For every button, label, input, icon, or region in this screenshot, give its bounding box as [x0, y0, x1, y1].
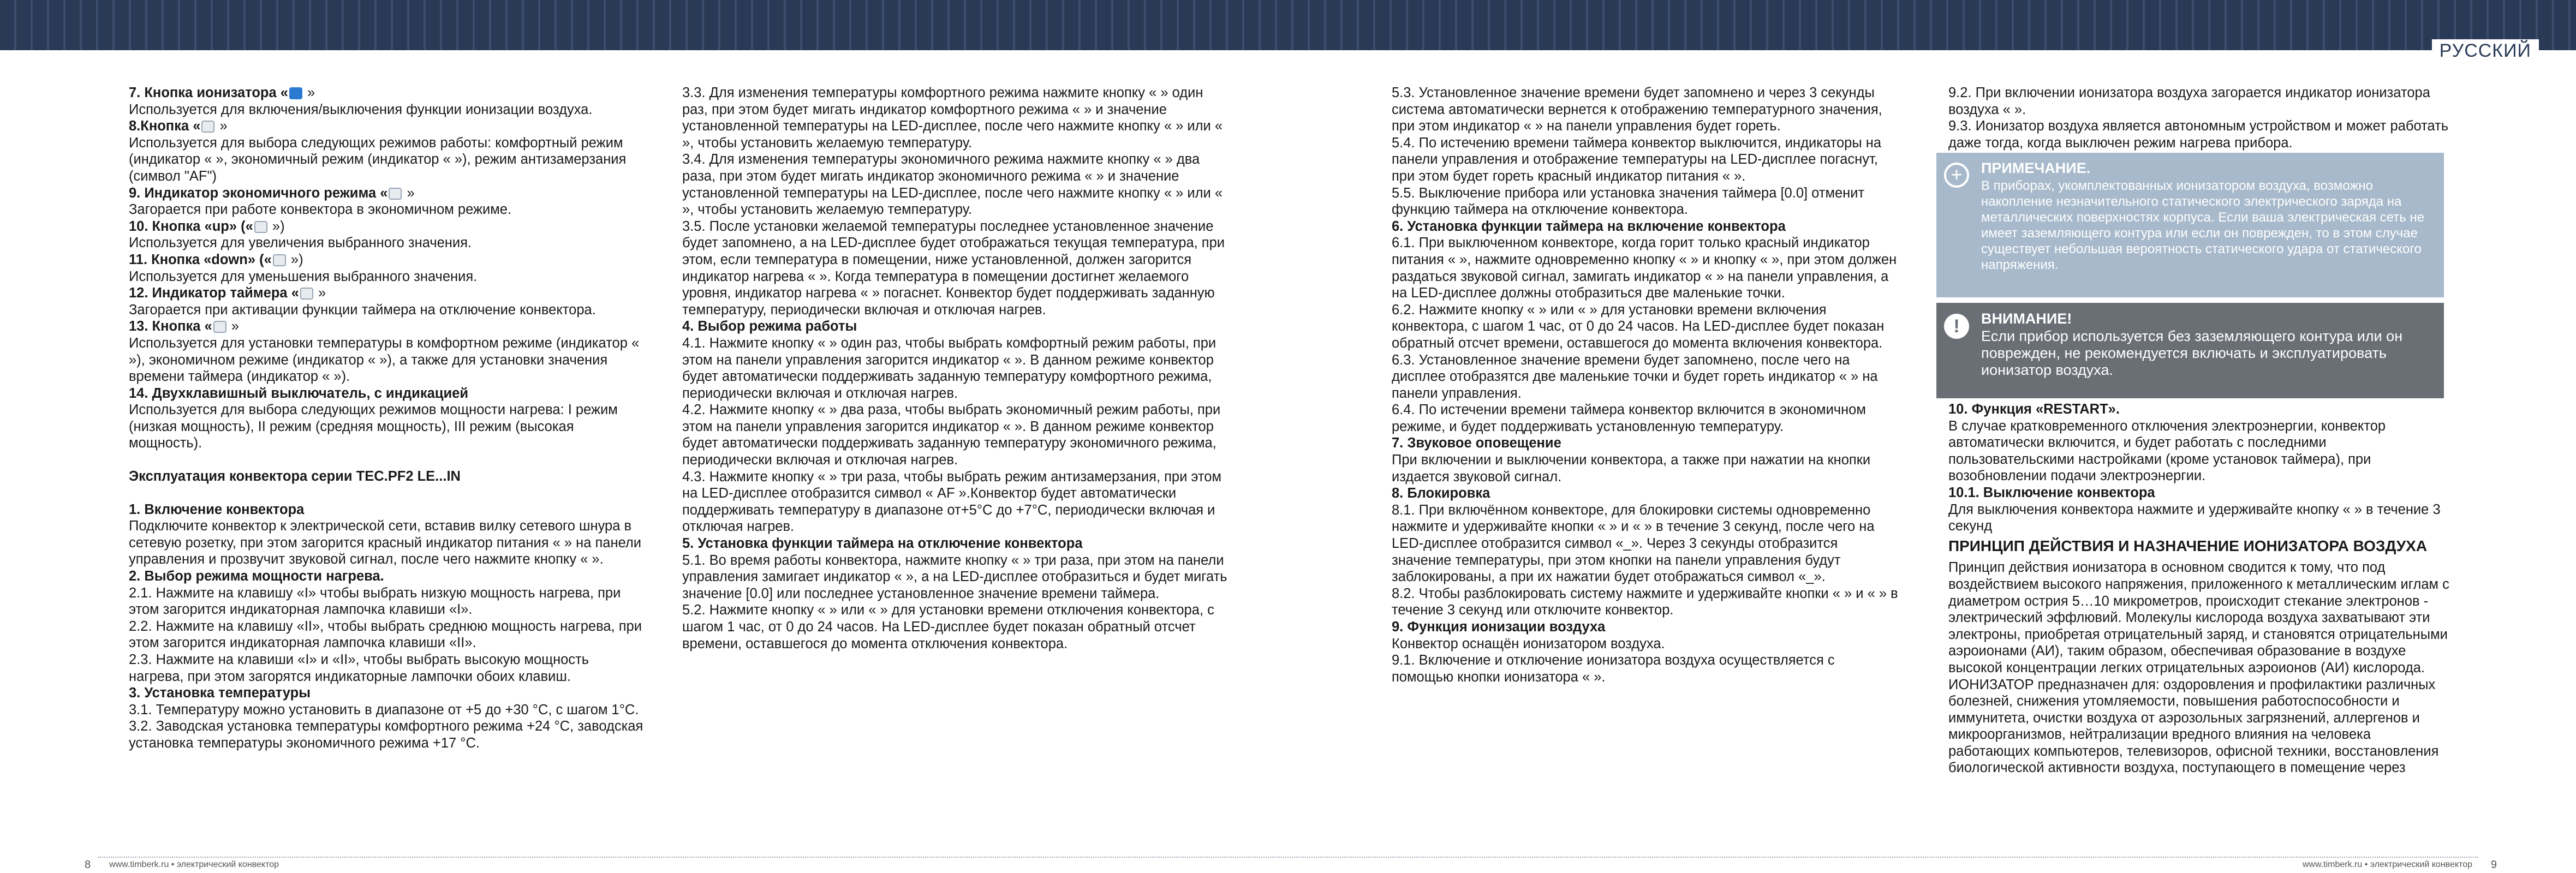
paragraph-text: Используется для включения/выключения функции ионизации воздуха.	[129, 101, 593, 117]
paragraph-text: 2.3. Нажмите на клавиши «I» и «II», чтобы выбрать высокую мощность нагрева, при этом загорятся индикаторные лампочки обоих клавиш.	[129, 652, 589, 684]
paragraph	[129, 268, 647, 285]
warning-box	[1936, 303, 2444, 398]
paragraph-text: 5.4. По истечению времени таймера конвектор выключится, индикаторы на панели управления и отображение температуры на LED-дисплее погаснут, при этом будет гореть красный индикатор питания « ».	[1392, 135, 1882, 184]
footer-url-left: www.timberk.ru • электрический конвектор	[109, 860, 279, 869]
paragraph	[129, 468, 647, 485]
paragraph	[129, 335, 647, 385]
paragraph-text: 4.3. Нажмите кнопку « » три раза, чтобы выбрать режим антизамерзания, при этом на LED-дисплее отобразится символ « AF ».Конвектор будет автоматически поддерживать температуру в диапазоне от+5°С до +7°С, периодически включая и отключая нагрев.	[682, 469, 1221, 535]
bold-heading: 1. Включение конвектора	[129, 501, 305, 517]
paragraph	[129, 501, 647, 518]
paragraph	[1392, 402, 1899, 435]
paragraph-text: 3.5. После установки желаемой температуры последнее установленное значение будет запомнено, а на LED-дисплее будет отображаться текущая температура, при этом, если температура в помещении, ниже установленной, должен загорится индикатор нагрева « ». Когда температура в помещении достигнет желаемого уровня, индикатор нагрева « » погаснет. Конвектор будет поддерживать заданную температуру, периодически включая и отключая нагрев.	[682, 218, 1225, 318]
paragraph-text: 9.1. Включение и отключение ионизатора воздуха осуществляется с помощью кнопки ионизатора « ».	[1392, 653, 1835, 685]
panel-button-icon	[201, 121, 214, 133]
paragraph-text: 6.3. Установленное значение времени будет запомнено, после чего на дисплее отобразятся две маленькие точки и будет гореть индикатор « » на панели управления.	[1392, 352, 1878, 401]
ionizer-button-icon	[289, 87, 302, 99]
note-title: ПРИМЕЧАНИЕ.	[1981, 160, 2091, 176]
paragraph	[682, 402, 1228, 468]
paragraph	[129, 235, 647, 252]
paragraph-text: Используется для уменьшения выбранного значения.	[129, 268, 478, 284]
paragraph	[1392, 485, 1899, 502]
paragraph	[129, 402, 647, 452]
paragraph-gap	[129, 452, 647, 468]
paragraph-text: »	[216, 118, 228, 134]
paragraph-text: 5.2. Нажмите кнопку « » или « » для установки времени отключения конвектора, с шагом 1 час, от 0 до 24 часов. На LED-дисплее будет показан обратный отсчет времени, оставшегося до момента отключения конвектора.	[682, 602, 1214, 651]
paragraph	[1948, 418, 2456, 485]
paragraph-text: »)	[268, 218, 285, 234]
column-3	[1392, 85, 1899, 685]
paragraph	[129, 618, 647, 651]
paragraph	[129, 718, 647, 751]
paragraph-text: »)	[287, 252, 303, 267]
paragraph	[129, 135, 647, 185]
bold-heading: 2. Выбор режима мощности нагрева.	[129, 569, 384, 584]
paragraph	[1392, 85, 1899, 135]
paragraph	[129, 118, 647, 135]
paragraph	[682, 85, 1228, 151]
paragraph	[1948, 118, 2456, 151]
paragraph-text: 6.4. По истечении времени таймера конвектор включится в экономичном режиме, и будет поддерживать установленную температуру.	[1392, 402, 1866, 434]
paragraph	[1948, 485, 2456, 501]
paragraph	[1392, 636, 1899, 653]
paragraph-text: Конвектор оснащён ионизатором воздуха.	[1392, 636, 1665, 651]
bold-heading: 14. Двухклавишный выключатель, с индикацией	[129, 385, 469, 401]
paragraph	[682, 335, 1228, 402]
paragraph-text: 5.3. Установленное значение времени будет запомнено и через 3 секунды система автоматически вернется к отображению температурного значения, при этом индикатор « » на панели управления будет гореть.	[1392, 85, 1882, 134]
paragraph	[129, 185, 647, 202]
bold-heading: 10. Функция «RESTART».	[1948, 402, 2120, 417]
paragraph-text: 6.2. Нажмите кнопку « » или « » для установки времени включения конвектора, с шагом 1 час, от 0 до 24 часов. На LED-дисплее будет показан обратный отсчет времени, оставшегося до момента включения конвектора.	[1392, 302, 1885, 351]
paragraph-text: 5.1. Во время работы конвектора, нажмите кнопку « » три раза, при этом на панели управления замигает индикатор « », а на LED-дисплее отобразиться и будет мигать значение [0.0] или последнее установленное значение времени таймера.	[682, 552, 1227, 601]
paragraph	[682, 218, 1228, 319]
paragraph	[1392, 185, 1899, 218]
paragraph-text: Подключите конвектор к электрической сети, вставив вилку сетевого шнура в сетевую розетку, при этом загорится красный индикатор питания « » на панели управления и прозвучит звуковой сигнал, после чего нажмите кнопку « ».	[129, 518, 642, 567]
paragraph	[1948, 85, 2456, 118]
paragraph-text: Используется для установки температуры в комфортном режиме (индикатор « »), экономичном режиме (индикатор « »), а также для установки значения времени таймера (индикатор « »).	[129, 335, 640, 385]
paragraph-text: Используется для выбора следующих режимов работы: комфортный режим (индикатор « », экономичный режим (индикатор « »), режим антизамерзания (символ "AF")	[129, 135, 627, 184]
paragraph	[1392, 435, 1899, 452]
bold-heading: Эксплуатация конвектора серии TEC.PF2 LE...IN	[129, 469, 461, 485]
paragraph-text: В случае кратковременного отключения электроэнергии, конвектор автоматически включится, и будет работать с последними пользовательскими настройками (кроме установок таймера), при возобновлении подачи электроэнергии.	[1948, 418, 2386, 484]
language-label: РУССКИЙ	[2432, 39, 2539, 63]
paragraph	[129, 685, 647, 702]
footer-url-right: www.timberk.ru • электрический конвектор	[2302, 860, 2472, 869]
bold-heading: 6. Установка функции таймера на включение конвектора	[1392, 218, 1786, 234]
paragraph-text: 8.1. При включённом конвекторе, для блокировки системы одновременно нажмите и удерживайте кнопки « » и « » в течение 3 секунд, после чего на LED-дисплее отобразится символ «_». Через 3 секунды отобразится значение температуры, при этом кнопки на панели управления будут заблокированы, а при их нажатии будет отображаться символ «_».	[1392, 502, 1875, 585]
paragraph	[129, 285, 647, 302]
paragraph	[129, 101, 647, 118]
paragraph-text: При включении и выключении конвектора, а также при нажатии на кнопки издается звуковой сигнал.	[1392, 452, 1871, 485]
column-1	[129, 85, 647, 752]
panel-button-icon	[300, 288, 313, 300]
paragraph	[1392, 135, 1899, 185]
paragraph	[1392, 218, 1899, 235]
paragraph-text: 2.1. Нажмите на клавишу «I» чтобы выбрать низкую мощность нагрева, при этом загорится индикаторная лампочка клавиши «I».	[129, 585, 621, 618]
paragraph-text: Загорается при активации функции таймера на отключение конвектора.	[129, 302, 596, 318]
bold-heading: 10. Кнопка «up» («	[129, 218, 253, 234]
bold-heading: 10.1. Выключение конвектора	[1948, 485, 2155, 500]
paragraph-text: Загорается при работе конвектора в экономичном режиме.	[129, 202, 512, 218]
paragraph-text: »	[227, 319, 239, 334]
paragraph	[1948, 677, 2456, 777]
paragraph	[129, 201, 647, 218]
paragraph	[682, 535, 1228, 552]
column-2	[682, 85, 1228, 652]
paragraph-text: 8.2. Чтобы разблокировать систему нажмите и удерживайте кнопки « » и « » в течение 3 секунд или отключите конвектор.	[1392, 585, 1898, 618]
bold-heading: 13. Кнопка «	[129, 319, 212, 334]
paragraph	[1948, 559, 2456, 676]
paragraph-text: 3.1. Температуру можно установить в диапазоне от +5 до +30 °С, с шагом 1°С.	[129, 702, 639, 717]
paragraph	[129, 651, 647, 685]
paragraph	[1392, 585, 1899, 619]
panel-button-icon	[273, 254, 286, 266]
paragraph	[1392, 652, 1899, 685]
paragraph	[682, 151, 1228, 218]
paragraph	[129, 302, 647, 319]
paragraph-text: 3.3. Для изменения температуры комфортного режима нажмите кнопку « » один раз, при этом будет мигать индикатор комфортного режима « » и значение установленной температуры на LED-дисплее, после чего нажмите кнопку « » или « », чтобы установить желаемую температуру.	[682, 85, 1223, 151]
paragraph	[1948, 401, 2456, 418]
paragraph	[1948, 501, 2456, 535]
bold-heading: 9. Функция ионизации воздуха	[1392, 619, 1606, 635]
paragraph	[129, 585, 647, 618]
paragraph-text: ИОНИЗАТОР предназначен для: оздоровления и профилактики различных болезней, снижения утомляемости, повышения работоспособности и иммунитета, очистки воздуха от аэрозольных загрязнений, аллергенов и микроорганизмов, нейтрализации вредного влияния на человека работающих компьютеров, телевизоров, офисной техники, восстановления биологической активности воздуха, поступающего в помещение через	[1948, 677, 2439, 776]
paragraph-text: 9.2. При включении ионизатора воздуха загорается индикатор ионизатора воздуха « ».	[1948, 85, 2430, 117]
paragraph	[682, 469, 1228, 535]
bold-heading: 3. Установка температуры	[129, 685, 311, 701]
page-number-left: 8	[85, 859, 91, 871]
note-text: В приборах, укомплектованных ионизатором воздуха, возможно накопление незначительного статического электрического заряда на металлических поверхностях корпуса. Если ваша электрическая сеть не имеет заземляющего контура или если он поврежден, то в этом случае существует небольшая вероятность статического удара от статического напряжения.	[1981, 178, 2425, 272]
paragraph-text: 4.2. Нажмите кнопку « » два раза, чтобы выбрать экономичный режим работы, при этом на панели управления загорится индикатор « ». В данном режиме конвектор будет автоматически поддерживать заданную температуру экономичного режима, периодически включая и отключая нагрев.	[682, 402, 1221, 468]
paragraph	[129, 318, 647, 335]
bold-heading: 8.Кнопка «	[129, 118, 201, 134]
paragraph-text: 3.2. Заводская установка температуры комфортного режима +24 °С, заводская установка температуры экономичного режима +17 °С.	[129, 719, 643, 751]
bold-heading: 11. Кнопка «down» («	[129, 252, 272, 267]
paragraph-text: Используется для выбора следующих режимов мощности нагрева: I режим (низкая мощность), II режим (средняя мощность), III режим (высокая мощность).	[129, 402, 618, 451]
paragraph	[1392, 502, 1899, 585]
paragraph-text: 2.2. Нажмите на клавишу «II», чтобы выбрать среднюю мощность нагрева, при этом загорится индикаторная лампочка клавиши «II».	[129, 618, 642, 651]
plus-icon: +	[1944, 163, 1969, 188]
paragraph-text: »	[314, 285, 326, 301]
paragraph	[682, 552, 1228, 602]
panel-button-icon	[254, 221, 267, 233]
section-heading: ПРИНЦИП ДЕЙСТВИЯ И НАЗНАЧЕНИЕ ИОНИЗАТОРА ВОЗДУХА	[1948, 537, 2428, 554]
note-box	[1936, 153, 2444, 297]
paragraph-text: 5.5. Выключение прибора или установка значения таймера [0.0] отменит функцию таймера на отключение конвектора.	[1392, 185, 1865, 218]
paragraph	[129, 385, 647, 402]
bold-heading: 12. Индикатор таймера «	[129, 285, 299, 301]
warning-title: ВНИМАНИЕ!	[1981, 310, 2072, 327]
paragraph	[1392, 619, 1899, 636]
panel-button-icon	[213, 321, 226, 333]
paragraph-text: 6.1. При выключенном конвекторе, когда горит только красный индикатор питания « », нажмите одновременно кнопку « » и кнопку « », при этом должен раздаться звуковой сигнал, замигать индикатор « » на панели управления, а на LED-дисплее должны отобразиться две маленькие точки.	[1392, 235, 1897, 301]
bold-heading: 7. Кнопка ионизатора «	[129, 85, 288, 100]
bold-heading: 5. Установка функции таймера на отключение конвектора	[682, 536, 1083, 552]
paragraph	[1948, 538, 2456, 555]
footer	[0, 856, 2576, 872]
paragraph	[129, 702, 647, 719]
header-bar	[0, 0, 2576, 50]
bold-heading: 4. Выбор режима работы	[682, 319, 857, 334]
paragraph	[129, 568, 647, 585]
paragraph	[129, 518, 647, 568]
paragraph	[1392, 352, 1899, 402]
paragraph-text: »	[303, 85, 315, 100]
column-4-top	[1948, 85, 2456, 151]
page-number-right: 9	[2490, 859, 2497, 871]
paragraph-text: 3.4. Для изменения температуры экономичного режима нажмите кнопку « » два раза, при этом будет мигать индикатор экономичного режима « » и значение установленной температуры на LED-дисплее, после чего нажмите кнопку « » или « », чтобы установить желаемую температуру.	[682, 152, 1223, 218]
warning-text: Если прибор используется без заземляющего контура или он поврежден, не рекомендуется включать и эксплуатировать ионизатор воздуха.	[1981, 328, 2403, 378]
footer-divider	[98, 857, 2478, 858]
paragraph	[129, 85, 647, 101]
paragraph	[129, 218, 647, 235]
paragraph	[129, 252, 647, 268]
paragraph-gap	[129, 485, 647, 501]
bold-heading: 9. Индикатор экономичного режима «	[129, 185, 388, 201]
panel-button-icon	[389, 188, 402, 200]
paragraph	[1392, 235, 1899, 301]
bold-heading: 8. Блокировка	[1392, 486, 1490, 501]
paragraph-text: »	[403, 185, 415, 201]
paragraph	[682, 318, 1228, 335]
paragraph	[1392, 452, 1899, 485]
paragraph-text: 9.3. Ионизатор воздуха является автономным устройством и может работать даже тогда, когда выключен режим нагрева прибора.	[1948, 118, 2449, 151]
column-4-bottom	[1948, 401, 2456, 776]
exclamation-icon: !	[1944, 314, 1969, 339]
paragraph-text: Для выключения конвектора нажмите и удерживайте кнопку « » в течение 3 секунд	[1948, 501, 2441, 534]
paragraph	[682, 602, 1228, 652]
paragraph-text: Принцип действия ионизатора в основном сводится к тому, что под воздействием высокого напряжения, приложенного к металлическим иглам с диаметром острия 5…10 микрометров, происходит стекание электронов - электрический эффлювий. Молекулы кислорода воздуха захватывают эти электроны, приобретая отрицательный заряд, и становятся отрицательными аэроионами (АИ), таким образом, обеспечивая образование в воздухе высокой концентрации легких отрицательных аэроионов (АИ) кислорода.	[1948, 560, 2449, 675]
paragraph	[1392, 302, 1899, 352]
bold-heading: 7. Звуковое оповещение	[1392, 435, 1561, 451]
paragraph-text: Используется для увеличения выбранного значения.	[129, 235, 472, 251]
paragraph-text: 4.1. Нажмите кнопку « » один раз, чтобы выбрать комфортный режим работы, при этом на панели управления загорится индикатор « ». В данном режиме конвектор будет автоматически поддерживать заданную температуру комфортного режима, периодически включая и отключая нагрев.	[682, 335, 1217, 401]
